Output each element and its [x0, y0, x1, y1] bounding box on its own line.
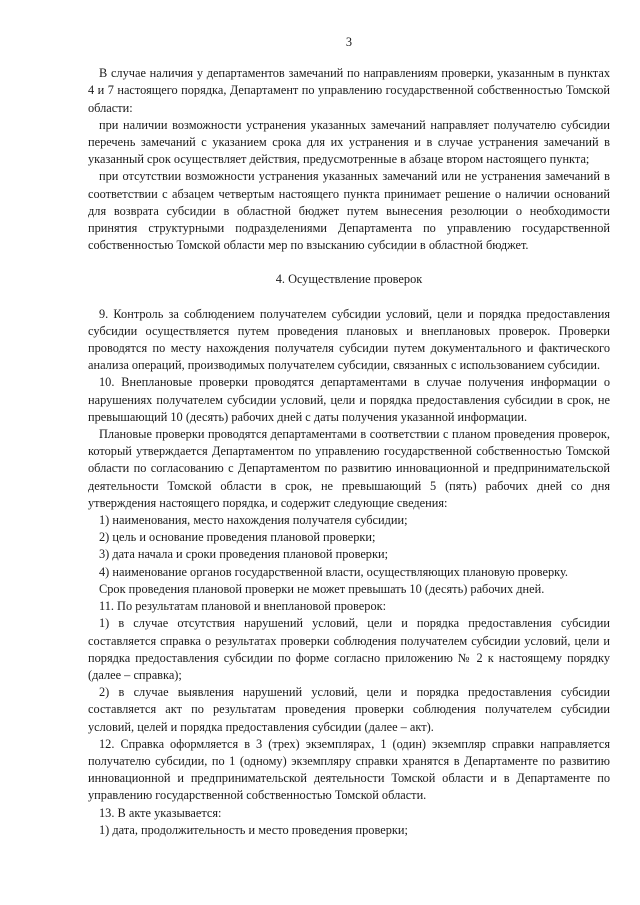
- paragraph-10: 10. Внеплановые проверки проводятся департаментами в случае получения информации о нарушениях получателем субсидии условий, цели и порядка предоставления субсидии в срок, не превышающий 10 (десять) рабочих дней с даты получения указанной информации.: [88, 375, 610, 424]
- paragraph-13: 13. В акте указывается:: [99, 805, 222, 820]
- paragraph-check-duration: Срок проведения плановой проверки не может превышать 10 (десять) рабочих дней.: [99, 581, 545, 596]
- paragraph-remarks-impossible: при отсутствии возможности устранения указанных замечаний или не устранения замечаний в соответствии с абзацем четвертым настоящего пункта принимает решение о наличии оснований для возврата субсидии в областной бюджет путем вынесения резолюции о необходимости принятия структурными подразделениями Департамента по управлению государственной собственностью Томской области мер по взысканию субсидии в областной бюджет.: [88, 169, 610, 253]
- paragraph-planned-checks: Плановые проверки проводятся департаментами в соответствии с планом проведения проверок, который утверждается Департаментом по управлению государственной собственностью Томской области по согласованию с Департаментом по развитию инновационной и предпринимательской деятельности Томской области в срок, не превышающий 5 (пять) рабочих дней со дня утверждения настоящего порядка, и содержит следующие сведения:: [88, 427, 610, 510]
- document-page: [88, 34, 610, 839]
- section-heading: 4. Осуществление проверок: [275, 272, 423, 287]
- paragraph-11-item-2: 2) в случае выявления нарушений условий, цели и порядка предоставления субсидии составляется акт по результатам проведения проверки соблюдения получателем субсидии условий, целей и порядка предоставления субсидии (далее – акт).: [88, 685, 610, 734]
- paragraph-remarks-possible: при наличии возможности устранения указанных замечаний направляет получателю субсидии перечень замечаний с указанием срока для их устранения и в случае устранения замечаний в указанный срок осуществляет действия, предусмотренные в абзаце втором настоящего пункта;: [88, 117, 610, 167]
- list-item-1: 1) наименования, место нахождения получателя субсидии;: [99, 513, 408, 528]
- list-item-3: 3) дата начала и сроки проведения плановой проверки;: [99, 547, 389, 562]
- list-item-2: 2) цель и основание проведения плановой проверки;: [99, 530, 376, 545]
- paragraph-13-item-1: 1) дата, продолжительность и место проведения проверки;: [99, 822, 408, 837]
- list-item-4: 4) наименование органов государственной власти, осуществляющих плановую проверку.: [99, 564, 568, 579]
- page-number: 3: [345, 35, 353, 49]
- paragraph-11: 11. По результатам плановой и внеплановой проверок:: [99, 599, 387, 614]
- paragraph-12: 12. Справка оформляется в 3 (трех) экземплярах, 1 (один) экземпляр справки направляется получателю субсидии, по 1 (одному) экземпляру справки хранятся в Департаменте по развитию инновационной и предпринимательской деятельности Томской области и в Департаменте по управлению государственной собственностью Томской области.: [88, 736, 610, 803]
- paragraph-11-item-1: 1) в случае отсутствия нарушений условий, цели и порядка предоставления субсидии составляется справка о результатах проверки соблюдения получателем субсидии условий, цели и порядка предоставления субсидии по форме согласно приложению № 2 к настоящему порядку (далее – справка);: [88, 616, 610, 682]
- paragraph-remarks-intro: В случае наличия у департаментов замечаний по направлениям проверки, указанным в пунктах 4 и 7 настоящего порядка, Департамент по управлению государственной собственностью Томской области:: [88, 66, 610, 115]
- paragraph-9: 9. Контроль за соблюдением получателем субсидии условий, цели и порядка предоставления субсидии осуществляется путем проведения плановых и внеплановых проверок. Проверки проводятся по месту нахождения получателя субсидии путем документального и фактического анализа операций, производимых получателем субсидии, связанных с использованием субсидии.: [88, 306, 610, 373]
